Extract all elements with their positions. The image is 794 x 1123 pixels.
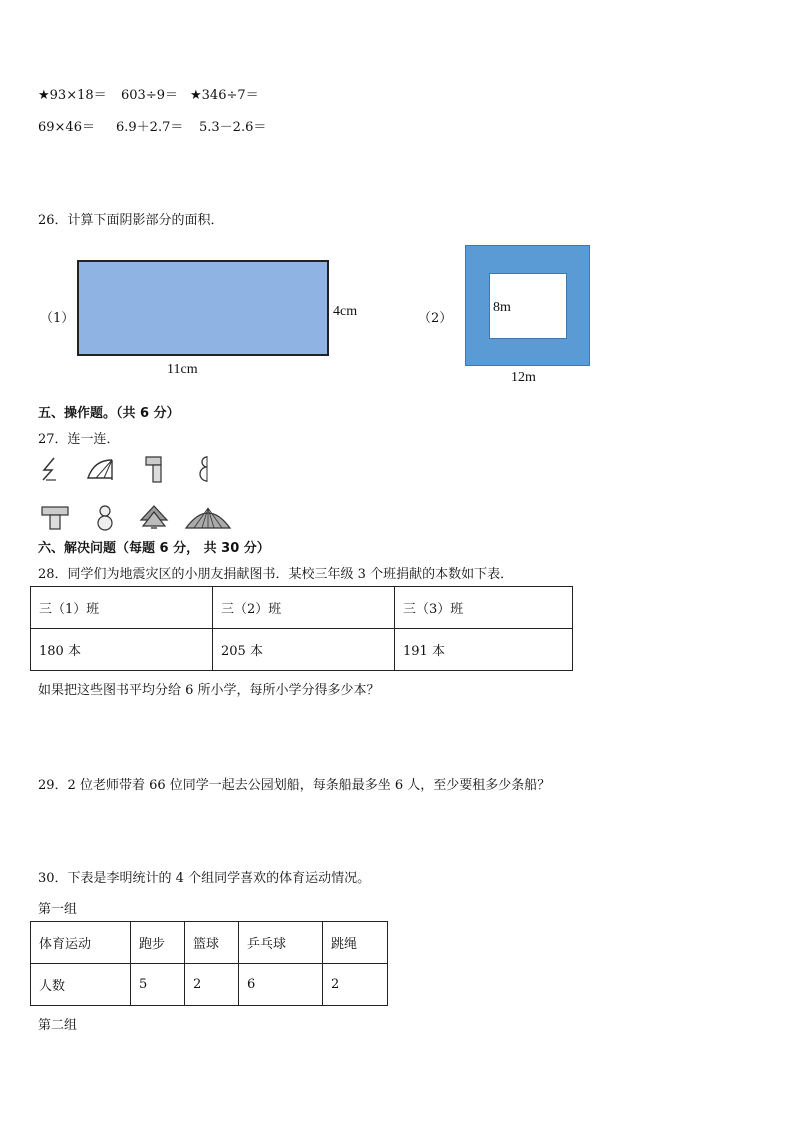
calc-item: ★346÷7＝ xyxy=(190,88,259,103)
square-side-label: 12m xyxy=(511,370,536,385)
mushroom-icon xyxy=(40,505,70,531)
table-header-cell: 乒乓球 xyxy=(239,922,323,964)
figure-2-number: （2） xyxy=(418,311,453,326)
mushroom-half-icon xyxy=(143,454,163,484)
snowman-icon xyxy=(94,504,116,532)
snowman-half-icon xyxy=(197,454,211,484)
table-cell: 191 本 xyxy=(395,629,573,671)
inner-white-square xyxy=(489,273,567,339)
table-row xyxy=(31,964,388,1006)
rectangle-height-label: 4cm xyxy=(333,304,358,319)
table-header-cell: 篮球 xyxy=(185,922,239,964)
table-header-cell: 体育运动 xyxy=(31,922,131,964)
table-cell: 180 本 xyxy=(31,629,213,671)
calc-item: 69×46＝ xyxy=(38,120,95,135)
table-header-cell: 跳绳 xyxy=(323,922,388,964)
calc-item: 6.9＋2.7＝ xyxy=(116,120,184,135)
calc-item: 603÷9＝ xyxy=(121,88,178,103)
question-27-title: 27．连一连． xyxy=(38,432,120,447)
table-cell: 人数 xyxy=(31,964,131,1006)
table-row xyxy=(31,629,573,671)
section-6-heading: 六、解决问题（每题 6 分， 共 30 分） xyxy=(38,541,270,556)
question-30-title: 30．下表是李明统计的 4 个组同学喜欢的体育运动情况。 xyxy=(38,871,371,886)
table-header-cell: 三（2）班 xyxy=(213,587,395,629)
sports-table xyxy=(30,921,388,1006)
donation-table xyxy=(30,586,573,671)
shaded-rectangle xyxy=(77,260,329,356)
table-header-cell: 三（3）班 xyxy=(395,587,573,629)
question-28-title: 28．同学们为地震灾区的小朋友捐献图书．某校三年级 3 个班捐献的本数如下表． xyxy=(38,567,514,582)
table-row xyxy=(31,922,388,964)
inner-square-label: 8m xyxy=(493,300,511,315)
table-header-cell: 三（1）班 xyxy=(31,587,213,629)
question-28-prompt: 如果把这些图书平均分给 6 所小学，每所小学分得多少本？ xyxy=(38,683,380,698)
group-2-label: 第二组 xyxy=(38,1018,78,1033)
table-cell: 5 xyxy=(131,964,185,1006)
table-cell: 2 xyxy=(323,964,388,1006)
tree-icon xyxy=(139,504,169,530)
table-cell: 205 本 xyxy=(213,629,395,671)
question-26-title: 26．计算下面阴影部分的面积． xyxy=(38,213,224,228)
figure-1-number: （1） xyxy=(40,311,75,326)
calc-item: ★93×18＝ xyxy=(38,88,107,103)
group-1-label: 第一组 xyxy=(38,902,78,917)
table-header-cell: 跑步 xyxy=(131,922,185,964)
umbrella-icon xyxy=(184,506,232,530)
table-cell: 6 xyxy=(239,964,323,1006)
lightning-half-icon xyxy=(40,456,58,482)
table-cell: 2 xyxy=(185,964,239,1006)
umbrella-half-icon xyxy=(86,456,114,482)
table-row xyxy=(31,587,573,629)
calc-item: 5.3－2.6＝ xyxy=(199,120,267,135)
section-5-heading: 五、操作题。（共 6 分） xyxy=(38,406,180,421)
question-29-title: 29．2 位老师带着 66 位同学一起去公园划船，每条船最多坐 6 人，至少要租多少条船？ xyxy=(38,778,551,793)
shaded-square-frame xyxy=(465,245,590,366)
rectangle-width-label: 11cm xyxy=(167,362,198,377)
